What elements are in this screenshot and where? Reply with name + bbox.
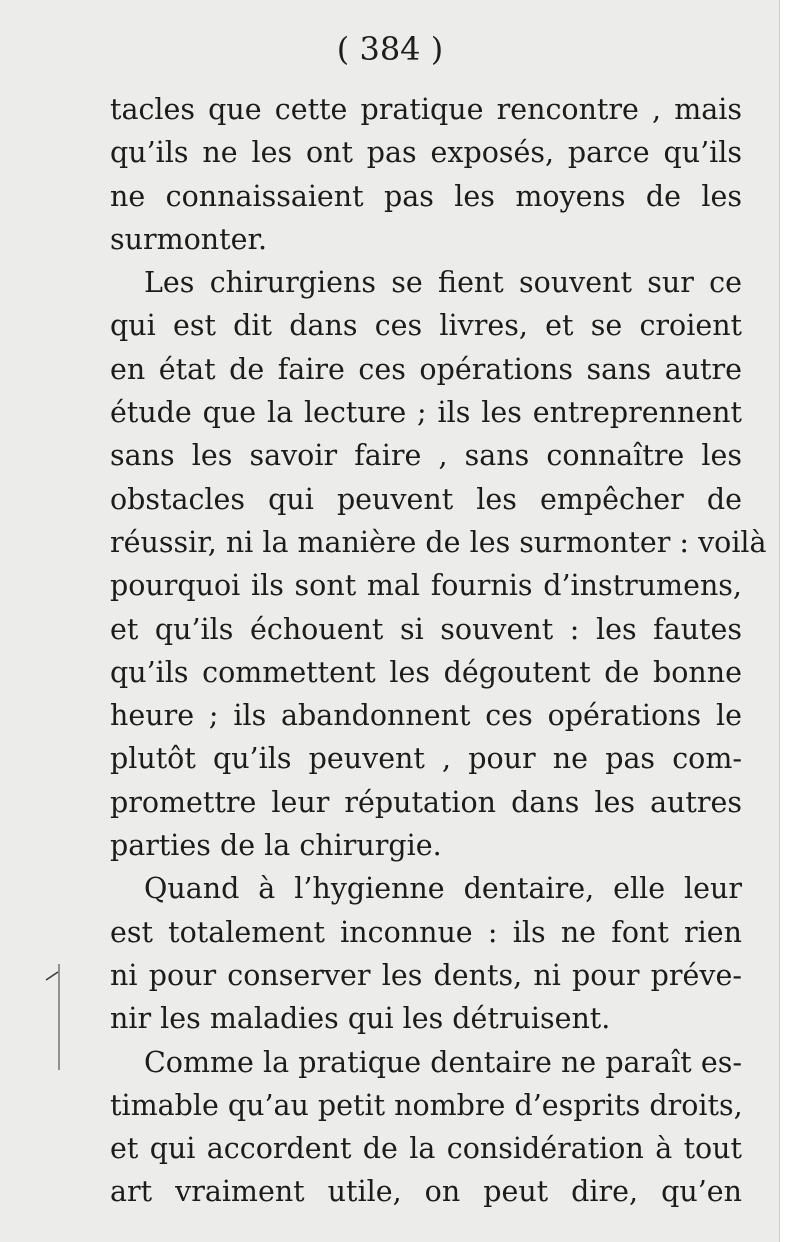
text-line: promettre leur réputation dans les autres <box>110 785 742 819</box>
text-line: et qui accordent de la considération à tout <box>110 1132 742 1166</box>
text-line: qu’ils ne les ont pas exposés, parce qu’ils <box>110 136 742 170</box>
text-line: timable qu’au petit nombre d’esprits droits, <box>110 1088 743 1122</box>
text-line: sans les savoir faire , sans connaître les <box>110 439 742 473</box>
text-line: qu’ils commettent les dégoutent de bonne <box>110 655 742 689</box>
text-line: réussir, ni la manière de les surmonter : voilà <box>110 525 767 559</box>
text-line: en état de faire ces opérations sans autre <box>110 352 742 386</box>
text-line: art vraiment utile, on peut dire, qu’en <box>110 1175 742 1209</box>
text-line: obstacles qui peuvent les empêcher de <box>110 482 742 516</box>
text-line: surmonter. <box>110 222 268 256</box>
text-line: Les chirurgiens se fient souvent sur ce <box>144 266 742 300</box>
text-line: tacles que cette pratique rencontre , mais <box>110 93 742 126</box>
text-line: heure ; ils abandonnent ces opérations le <box>110 699 742 733</box>
text-line: plutôt qu’ils peuvent , pour ne pas com- <box>110 742 742 776</box>
text-line: nir les maladies qui les détruisent. <box>110 1002 611 1036</box>
text-line: est totalement inconnue : ils ne font rien <box>110 915 742 949</box>
margin-bracket-mark <box>44 958 64 1078</box>
text-line: ni pour conserver les dents, ni pour préve- <box>110 958 742 992</box>
text-line: qui est dit dans ces livres, et se croient <box>110 309 742 343</box>
text-line: ne connaissaient pas les moyens de les <box>110 179 742 213</box>
text-line: Comme la pratique dentaire ne paraît es- <box>144 1045 742 1079</box>
text-line: étude que la lecture ; ils les entreprennent <box>110 396 742 430</box>
text-line: et qu’ils échouent si souvent : les fautes <box>110 612 742 646</box>
text-line: pourquoi ils sont mal fournis d’instrumens, <box>110 569 742 603</box>
text-line: Quand à l’hygienne dentaire, elle leur <box>144 872 742 906</box>
page-number: ( 384 ) <box>336 30 444 68</box>
text-line: parties de la chirurgie. <box>110 829 442 863</box>
body-text <box>110 88 767 1214</box>
